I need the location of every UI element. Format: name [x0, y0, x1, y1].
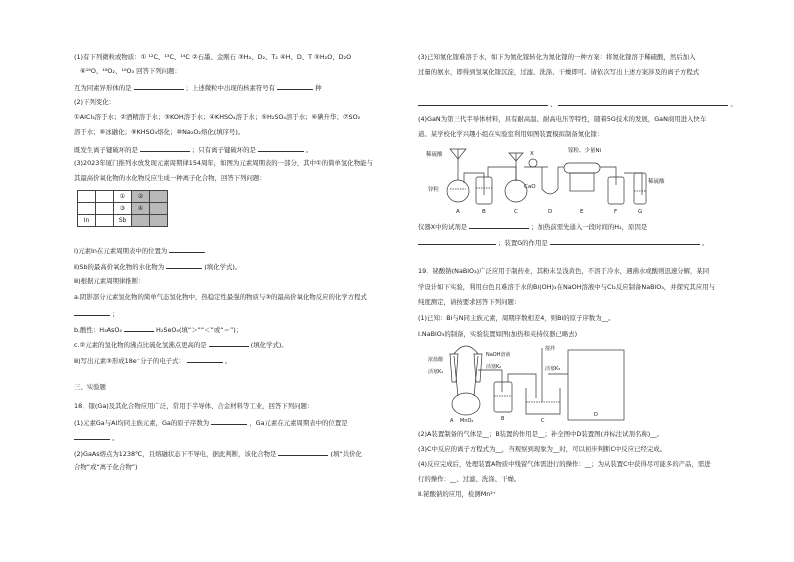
q19-line3: 纯度测定，请按要求回答下列问题： — [418, 298, 521, 306]
q-table-qa2 — [74, 309, 118, 317]
answer-blank[interactable] — [278, 449, 328, 456]
text: 互为同素异形体的是 — [74, 84, 132, 92]
answer-blank[interactable] — [258, 145, 304, 152]
text: 、 — [550, 100, 557, 108]
table-cell — [78, 203, 96, 215]
text: 回答下列问题： — [136, 67, 181, 75]
answer-blank[interactable] — [550, 238, 700, 245]
text: 。 — [306, 146, 313, 154]
text: 种 — [315, 84, 322, 92]
q18-line3 — [74, 433, 118, 441]
text: (2)GaAs熔点为1238℃，且熔融状态下不导电，据此判断，该化合物是 — [74, 450, 277, 458]
label-x: X — [530, 151, 534, 157]
label-ga-ni: 镓粉、少量Ni — [568, 148, 602, 154]
label-b: B — [482, 209, 486, 215]
answer-blank[interactable] — [418, 99, 548, 106]
label-e: E — [580, 209, 584, 215]
table-cell-shaded: ② — [132, 191, 150, 203]
label-k1: 活塞K₁ — [428, 369, 444, 375]
label-b: B — [501, 416, 505, 422]
label-k2: 活塞K₂ — [486, 364, 502, 370]
text: ；上述微粒中出现的核素符号有 — [185, 84, 276, 92]
label-f: F — [614, 209, 618, 215]
text: 既发生离子键破坏的是 — [74, 146, 138, 154]
label-mno2: MnO₂ — [460, 418, 474, 424]
text: ⑥¹⁶O、¹⁸O₂、¹⁸O₃ — [80, 67, 135, 75]
text: ⅱ)Sb的最高价氧化物的水化物为 — [74, 263, 165, 271]
label-conc-hcl: 浓盐酸 — [428, 357, 444, 363]
q19-line7: (3)C中反应的离子方程式为__，当观察到现象为__时，可以初步判断C中反应已经完成。 — [418, 445, 667, 453]
text: ⅲ)写出元素③形成18e⁻分子的电子式： — [74, 357, 185, 365]
text: (填化学式)。 — [250, 341, 288, 349]
label-d: D — [548, 209, 553, 215]
table-cell-shaded — [150, 203, 168, 215]
answer-blank[interactable] — [209, 340, 249, 347]
right-column — [418, 0, 748, 562]
text: (填化学式)。 — [204, 263, 242, 271]
label-dilute-acid: 稀硫酸 — [426, 152, 443, 158]
table-row — [78, 191, 168, 203]
answer-blank[interactable] — [74, 309, 110, 316]
q-table-q2 — [74, 262, 241, 270]
text: ③H₂、D₂、T₂ — [238, 53, 278, 61]
q19-line1: 19．铋酸钠(NaBiO₃)广泛应用于制药业，其粉末呈浅黄色，不溶于冷水，遇沸水或酸则迅速分解，某同 — [418, 267, 710, 275]
table-cell — [96, 215, 114, 227]
text: ； — [112, 310, 119, 318]
answer-blank[interactable] — [166, 262, 202, 269]
label-c: C — [541, 418, 545, 424]
label-dilute-acid-g: 稀硫酸 — [648, 179, 665, 185]
q-gan-line3 — [418, 222, 647, 230]
label-zinc: 锌粒 — [428, 187, 440, 193]
text: ②石墨、金刚石 — [191, 53, 237, 61]
q18-line2 — [74, 418, 348, 426]
label-cao: CaO — [524, 184, 536, 190]
q19-line10: Ⅱ.铋酸钠的应用，检测Mn²⁺ — [418, 490, 497, 498]
answer-blank[interactable] — [140, 145, 190, 152]
label-g: G — [638, 209, 643, 215]
answer-blank[interactable] — [469, 222, 529, 229]
answer-blank[interactable] — [558, 99, 728, 106]
table-cell — [78, 191, 96, 203]
table-cell: ③ — [114, 203, 132, 215]
q-table-qa: a.阴影部分元素氢化物的简单气态氢化物中，热稳定性最强的物质与③的最高价氧化物反应的化学方程式 — [74, 293, 367, 301]
answer-blank[interactable] — [418, 238, 496, 245]
q19-line5: Ⅰ.NaBiO₃的制备，实验装置如图(加热和夹持仪器已略去) — [418, 330, 578, 338]
text: 。 — [701, 239, 709, 247]
q19-line2: 学设计如下实验，利用白色且难溶于水的Bi(OH)₃在NaOH溶液中与Cl₂反应制备NaBiO₃，并探究其应用与 — [418, 283, 715, 291]
q-table-line2: 其最高价氧化物的水化物反应生成一种离子化合物，回答下列问题： — [74, 174, 266, 182]
text: (1)元素Ga与Al均同主族元素，Ga的原子序数为 — [74, 419, 210, 427]
text: ¹²C、¹³C、¹⁴C — [148, 53, 190, 61]
q18-line5: 合物”或“离子化合物”) — [74, 463, 138, 471]
text: 。 — [730, 100, 737, 108]
label-naoh: NaOH溶液 — [486, 352, 511, 358]
q19-line4: (1)已知：Bi与N同主族元素，周期序数相差4，则Bi的原子序数为__。 — [418, 314, 615, 322]
text: ⑤H₂O、D₂O — [314, 53, 352, 61]
q-table-q3: ⅲ)根据元素周期律推断： — [74, 277, 145, 285]
label-k3: 活塞K₃ — [545, 366, 561, 372]
periodic-table-fragment — [77, 190, 168, 227]
q19-line8: (4)反应完成后，处理装置A物质中残留气体需进行的操作：__；为从装置C中获得尽可能多的产品，需进 — [418, 460, 711, 468]
q-table-line1: (3)2023年厦门推列水放发现元素周期律154周年，如图为元素周期表的一部分，其中①的简单氢化物能与 — [74, 159, 373, 167]
q-gan-line1: (4)GaN为第三代半导体材料，具有耐高温、耐高电压等特性，随着5G技术的发展，GaN商用进入快车 — [418, 115, 707, 123]
q18-line1: 18．镓(Ga)及其化合物应用广泛，常用于半导体、合金材料等工业，回答下列问题： — [74, 402, 314, 410]
q19-line9: 行的操作：__、过滤、洗涤、干燥。 — [418, 475, 521, 483]
answer-blank[interactable] — [187, 356, 223, 363]
text: ；加热前需先通入一段时间的H₂，原因是 — [531, 223, 648, 231]
nabio3-apparatus-figure — [428, 340, 628, 424]
table-cell: ① — [114, 191, 132, 203]
text: ；装置G的作用是 — [498, 239, 548, 247]
table-cell-shaded — [150, 215, 168, 227]
q-change-title: (2)下列变化： — [74, 98, 116, 106]
label-stir: 搅拌 — [545, 346, 556, 352]
q-table-qc — [74, 340, 288, 348]
q-gan-line2: 道。某学校化学兴趣小组在实验室利用如图装置模拟制备氮化镓： — [418, 130, 604, 138]
label-d: D — [594, 412, 598, 418]
q-change-line2: 溶于水；⑧冰融化；⑨KHSO₄熔化；⑩Na₂O₂熔化(填序号)。 — [74, 128, 245, 136]
answer-blank[interactable] — [74, 433, 110, 440]
text: ，Ga元素在元素周期表中的位置是 — [249, 419, 348, 427]
label-a: A — [450, 418, 454, 424]
text: (1)有下列微粒或物质：① — [74, 53, 147, 61]
table-cell: In — [78, 215, 96, 227]
table-row — [78, 203, 168, 215]
left-column — [74, 0, 399, 562]
text: ④H、D、T — [279, 53, 313, 61]
q-table-q4 — [74, 356, 231, 364]
text: 仪器X中的试剂是 — [418, 223, 468, 231]
text: ；只有离子键破坏的是 — [192, 146, 256, 154]
answer-blank[interactable] — [134, 83, 184, 90]
section-heading: 三、实验题 — [74, 383, 106, 391]
label-c: C — [514, 209, 518, 215]
text: 。 — [224, 357, 232, 365]
q-gan-prep-line1: (3)已知氮化镓难溶于水，如下为氮化镓转化为氮化镓的一种方案：将氮化镓溶于稀硫酸，然后加入 — [418, 53, 696, 61]
q-change-line3 — [74, 145, 312, 153]
q19-line6: (2)A装置制备的气体是__；B装置的作用是__；补全图中D装置图(并标注试剂名称)__。 — [418, 430, 663, 438]
answer-blank[interactable] — [277, 83, 313, 90]
q18-line4 — [74, 449, 362, 457]
table-cell — [96, 191, 114, 203]
text: b.酸性：H₃AsO₄ — [74, 326, 122, 334]
answer-blank[interactable] — [124, 325, 154, 332]
q-nuclide-line2 — [80, 68, 181, 74]
q-nuclide-line1 — [74, 54, 351, 60]
q-nuclide-line3 — [74, 83, 322, 91]
q-gan-line4 — [418, 238, 708, 246]
table-cell-shaded — [132, 215, 150, 227]
table-row — [78, 215, 168, 227]
text: H₂SeO₄(填“＞”“＜”或“＝”)； — [156, 326, 243, 334]
gan-apparatus-figure — [420, 143, 668, 215]
text: ⅰ)元素In在元素周期表中的位置为 — [74, 247, 168, 255]
table-cell — [96, 203, 114, 215]
answer-blank[interactable] — [211, 418, 247, 425]
text: 。 — [112, 434, 119, 442]
answer-blank[interactable] — [169, 246, 205, 253]
q-table-q1 — [74, 246, 205, 254]
text: c.②元素的氢化物的沸点比硫化氢沸点更高的是 — [74, 341, 207, 349]
table-cell-shaded: ④ — [132, 203, 150, 215]
table-cell: Sb — [114, 215, 132, 227]
label-a: A — [456, 209, 460, 215]
q-change-line1: ①AlCl₃溶于水；②酒精溶于水；③KOH溶于水；④KHSO₄溶于水；⑤H₂SO₄溶于水；⑥碘升华；⑦SO₂ — [74, 113, 361, 121]
table-cell-shaded — [150, 191, 168, 203]
q-gan-prep-line3 — [418, 99, 737, 107]
q-table-qb — [74, 325, 242, 333]
q-gan-prep-line2: 过量的氨水，即得到氢氧化镓沉淀，过滤、洗涤、干燥即可。请依次写出上述方案涉及的离子方程式 — [418, 68, 700, 76]
text: (填“共价化 — [330, 450, 362, 458]
